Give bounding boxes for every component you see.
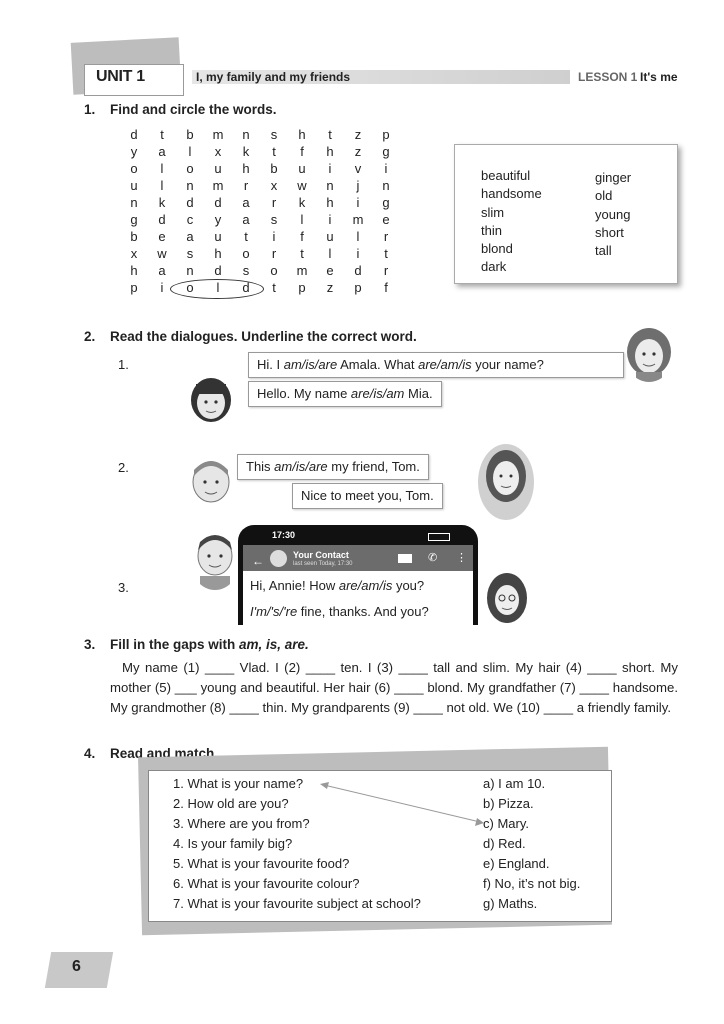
word-search-grid — [120, 126, 400, 296]
grid-letter[interactable]: m — [352, 212, 364, 227]
grid-row — [120, 160, 400, 177]
grid-letter[interactable]: o — [242, 246, 250, 261]
word-item: thin — [481, 222, 502, 238]
grid-letter[interactable]: l — [216, 280, 220, 295]
grid-letter[interactable]: t — [328, 127, 332, 142]
grid-letter[interactable]: p — [298, 280, 306, 295]
grid-letter[interactable]: i — [328, 161, 332, 176]
word-item: tall — [595, 243, 612, 259]
example-match-arrow — [320, 780, 490, 830]
match-answer[interactable]: b) Pizza. — [483, 796, 534, 811]
grid-letter[interactable]: j — [356, 178, 360, 193]
phone-call-icon[interactable]: ✆ — [428, 552, 438, 564]
match-question[interactable]: 7. What is your favourite subject at school? — [173, 896, 421, 911]
word-item: young — [595, 206, 631, 222]
grid-letter[interactable]: l — [300, 212, 304, 227]
grid-letter[interactable]: s — [242, 263, 250, 278]
choice[interactable]: am/is/are — [283, 357, 338, 372]
word-list-right — [595, 169, 631, 260]
grid-letter[interactable]: a — [186, 229, 194, 244]
dialogue-1-line-a: Hi. I am/is/are Amala. What are/am/is your name? — [248, 352, 624, 378]
grid-letter[interactable]: o — [130, 161, 138, 176]
choice[interactable]: are/is/am — [350, 386, 405, 401]
dialogue-3-number: 3. — [118, 580, 129, 595]
grid-letter[interactable]: h — [214, 246, 222, 261]
grid-letter[interactable]: h — [326, 195, 334, 210]
dialogue-2-line-b: Nice to meet you, Tom. — [292, 483, 443, 509]
grid-letter[interactable]: y — [130, 144, 138, 159]
grid-letter[interactable]: t — [272, 144, 276, 159]
girl-mia-illustration — [186, 370, 236, 426]
grid-row — [120, 211, 400, 228]
grid-letter[interactable]: b — [130, 229, 138, 244]
grid-letter[interactable]: d — [214, 263, 222, 278]
grid-letter[interactable]: a — [158, 144, 166, 159]
grid-letter[interactable]: r — [243, 178, 249, 193]
grid-letter[interactable]: d — [354, 263, 362, 278]
grid-row — [120, 126, 400, 143]
grid-letter[interactable]: o — [186, 280, 194, 295]
gap-fill-text: My name (1) ____ Vlad. I (2) ____ ten. I (3) ____ tall and slim. My hair (4) ____ short. My mother (5) ___ young and beautiful. Her hair (6) ____ blond. My grandfather (7) ____ handsome. My grandmother (8) ____ thin. My grandparents (9) ____ not old. We (10) ____ a friendly family. — [110, 660, 678, 715]
match-question[interactable]: 6. What is your favourite colour? — [173, 876, 360, 891]
word-item: slim — [481, 204, 505, 220]
grid-letter[interactable]: i — [384, 161, 388, 176]
grid-letter[interactable]: i — [356, 195, 360, 210]
grid-letter[interactable]: f — [384, 280, 388, 295]
match-question[interactable]: 4. Is your family big? — [173, 836, 293, 851]
grid-letter[interactable]: e — [382, 212, 390, 227]
match-answer[interactable]: d) Red. — [483, 836, 526, 851]
grid-letter[interactable]: g — [130, 212, 138, 227]
grid-letter[interactable]: d — [214, 195, 222, 210]
lesson-title: It's me — [640, 70, 678, 84]
grid-letter[interactable]: k — [298, 195, 306, 210]
dialogue-2-line-a: This am/is/are my friend, Tom. — [237, 454, 429, 480]
grid-letter[interactable]: b — [186, 127, 194, 142]
choice[interactable]: I'm/'s/'re — [250, 604, 298, 619]
grid-letter[interactable]: d — [242, 280, 250, 295]
grid-letter[interactable]: n — [186, 263, 194, 278]
grid-letter[interactable]: x — [130, 246, 138, 261]
unit-label: UNIT 1 — [96, 68, 145, 85]
grid-letter[interactable]: s — [186, 246, 194, 261]
boy-tom-illustration — [186, 452, 236, 508]
dialogue-1-number: 1. — [118, 357, 129, 372]
grid-letter[interactable]: c — [186, 212, 194, 227]
battery-icon — [428, 533, 450, 541]
contact-name: Your Contact — [293, 550, 349, 560]
match-question[interactable]: 5. What is your favourite food? — [173, 856, 350, 871]
grid-letter[interactable]: t — [160, 127, 164, 142]
girl-annie-illustration — [484, 570, 530, 626]
grid-letter[interactable]: u — [298, 161, 306, 176]
grid-letter[interactable]: d — [186, 195, 194, 210]
girl-amala-illustration — [624, 324, 674, 382]
match-question[interactable]: 3. Where are you from? — [173, 816, 310, 831]
word-item: old — [595, 188, 613, 204]
grid-letter[interactable]: a — [158, 263, 166, 278]
grid-letter[interactable]: o — [270, 263, 278, 278]
grid-row — [120, 194, 400, 211]
grid-letter[interactable]: u — [214, 161, 222, 176]
choice[interactable]: am/is/are — [274, 459, 328, 474]
grid-letter[interactable]: f — [300, 229, 304, 244]
grid-letter[interactable]: h — [298, 127, 306, 142]
grid-letter[interactable]: k — [242, 144, 250, 159]
grid-letter[interactable]: n — [186, 178, 194, 193]
grid-letter[interactable]: l — [160, 178, 164, 193]
dialogue-3-line-b: I'm/'s/'re fine, thanks. And you? — [250, 604, 429, 619]
grid-letter[interactable]: l — [160, 161, 164, 176]
match-answer[interactable]: e) England. — [483, 856, 550, 871]
grid-letter[interactable]: t — [244, 229, 248, 244]
grid-letter[interactable]: r — [271, 246, 277, 261]
grid-letter[interactable]: x — [270, 178, 278, 193]
grid-letter[interactable]: w — [297, 178, 307, 193]
match-answer[interactable]: a) I am 10. — [483, 776, 546, 791]
grid-row — [120, 177, 400, 194]
grid-letter[interactable]: i — [328, 212, 332, 227]
grid-row — [120, 228, 400, 245]
page-number: 6 — [72, 958, 81, 975]
grid-letter[interactable]: n — [130, 195, 138, 210]
grid-letter[interactable]: u — [130, 178, 138, 193]
grid-row — [120, 143, 400, 160]
grid-letter[interactable]: e — [158, 229, 166, 244]
grid-letter[interactable]: z — [354, 144, 362, 159]
grid-letter[interactable]: l — [356, 229, 360, 244]
grid-row — [120, 262, 400, 279]
grid-letter[interactable]: x — [214, 144, 222, 159]
grid-letter[interactable]: h — [326, 144, 334, 159]
grid-letter[interactable]: p — [130, 280, 138, 295]
contact-status: last seen Today, 17:30 — [293, 561, 353, 567]
grid-letter[interactable]: n — [242, 127, 250, 142]
grid-letter[interactable]: n — [326, 178, 334, 193]
grid-letter[interactable]: a — [242, 212, 250, 227]
grid-letter[interactable]: m — [212, 127, 224, 142]
grid-letter[interactable]: u — [326, 229, 334, 244]
contact-avatar — [270, 550, 287, 567]
grid-letter[interactable]: g — [382, 144, 390, 159]
word-item: dark — [481, 259, 507, 275]
grid-letter[interactable]: s — [270, 127, 278, 142]
grid-letter[interactable]: r — [383, 263, 389, 278]
grid-letter[interactable]: t — [384, 246, 388, 261]
grid-letter[interactable]: w — [157, 246, 167, 261]
match-question[interactable]: 2. How old are you? — [173, 796, 289, 811]
grid-row — [120, 245, 400, 262]
grid-letter[interactable]: z — [326, 280, 334, 295]
dialogue-2-number: 2. — [118, 460, 129, 475]
grid-letter[interactable]: h — [242, 161, 250, 176]
word-item: beautiful — [481, 168, 531, 183]
word-item: blond — [481, 241, 513, 257]
back-arrow-icon[interactable]: ← — [252, 554, 264, 568]
menu-dots-icon[interactable]: ⋮ — [456, 552, 467, 564]
grid-letter[interactable]: i — [356, 246, 360, 261]
dialogue-1-line-b: Hello. My name are/is/am Mia. — [248, 381, 442, 407]
grid-letter[interactable]: o — [186, 161, 194, 176]
grid-letter[interactable]: n — [382, 178, 390, 193]
match-answer[interactable]: g) Maths. — [483, 896, 538, 911]
grid-letter[interactable]: z — [354, 127, 362, 142]
video-call-icon[interactable] — [398, 554, 412, 563]
grid-letter[interactable]: s — [270, 212, 278, 227]
grid-letter[interactable]: b — [270, 161, 278, 176]
match-answer[interactable]: f) No, it’s not big. — [483, 876, 581, 891]
grid-letter[interactable]: l — [328, 246, 332, 261]
word-list-box — [454, 144, 678, 284]
grid-letter[interactable]: h — [130, 263, 138, 278]
word-list-left — [481, 167, 542, 277]
grid-letter[interactable]: t — [272, 280, 276, 295]
word-item: handsome — [481, 186, 542, 202]
grid-letter[interactable]: d — [158, 212, 166, 227]
grid-letter[interactable]: d — [130, 127, 138, 142]
grid-letter[interactable]: m — [212, 178, 224, 193]
boy-illustration — [190, 530, 240, 590]
grid-letter[interactable]: r — [271, 195, 277, 210]
exercise-4-heading: 4. Read and match. — [84, 746, 219, 761]
grid-letter[interactable]: f — [300, 144, 304, 159]
lesson-label: LESSON 1 — [578, 70, 638, 84]
dialogue-3-line-a: Hi, Annie! How are/am/is you? — [250, 578, 425, 593]
word-item: ginger — [595, 170, 632, 185]
grid-letter[interactable]: p — [382, 127, 390, 142]
grid-letter[interactable]: m — [296, 263, 308, 278]
grid-letter[interactable]: p — [354, 280, 362, 295]
match-answer[interactable]: c) Mary. — [483, 816, 529, 831]
grid-letter[interactable]: u — [214, 229, 222, 244]
grid-letter[interactable]: a — [242, 195, 250, 210]
choice[interactable]: are/am/is — [418, 357, 472, 372]
grid-letter[interactable]: i — [272, 229, 276, 244]
girl-illustration — [478, 444, 534, 520]
circled-word-old — [170, 279, 264, 299]
phone-time: 17:30 — [272, 530, 296, 540]
exercise-2-heading: 2. Read the dialogues. Underline the correct word. — [84, 329, 417, 344]
exercise-3-heading: 3. Fill in the gaps with am, is, are. — [84, 637, 309, 652]
grid-letter[interactable]: t — [300, 246, 304, 261]
choice[interactable]: are/am/is — [338, 578, 393, 593]
grid-letter[interactable]: k — [158, 195, 166, 210]
grid-letter[interactable]: v — [354, 161, 362, 176]
exercise-1-heading: 1. Find and circle the words. — [84, 102, 277, 117]
unit-title: I, my family and my friends — [196, 70, 351, 84]
match-question[interactable]: 1. What is your name? — [173, 776, 304, 791]
grid-letter[interactable]: l — [188, 144, 192, 159]
grid-letter[interactable]: i — [160, 280, 164, 295]
grid-letter[interactable]: y — [214, 212, 222, 227]
word-item: short — [595, 224, 624, 240]
grid-letter[interactable]: e — [326, 263, 334, 278]
grid-letter[interactable]: r — [383, 229, 389, 244]
grid-letter[interactable]: g — [382, 195, 390, 210]
